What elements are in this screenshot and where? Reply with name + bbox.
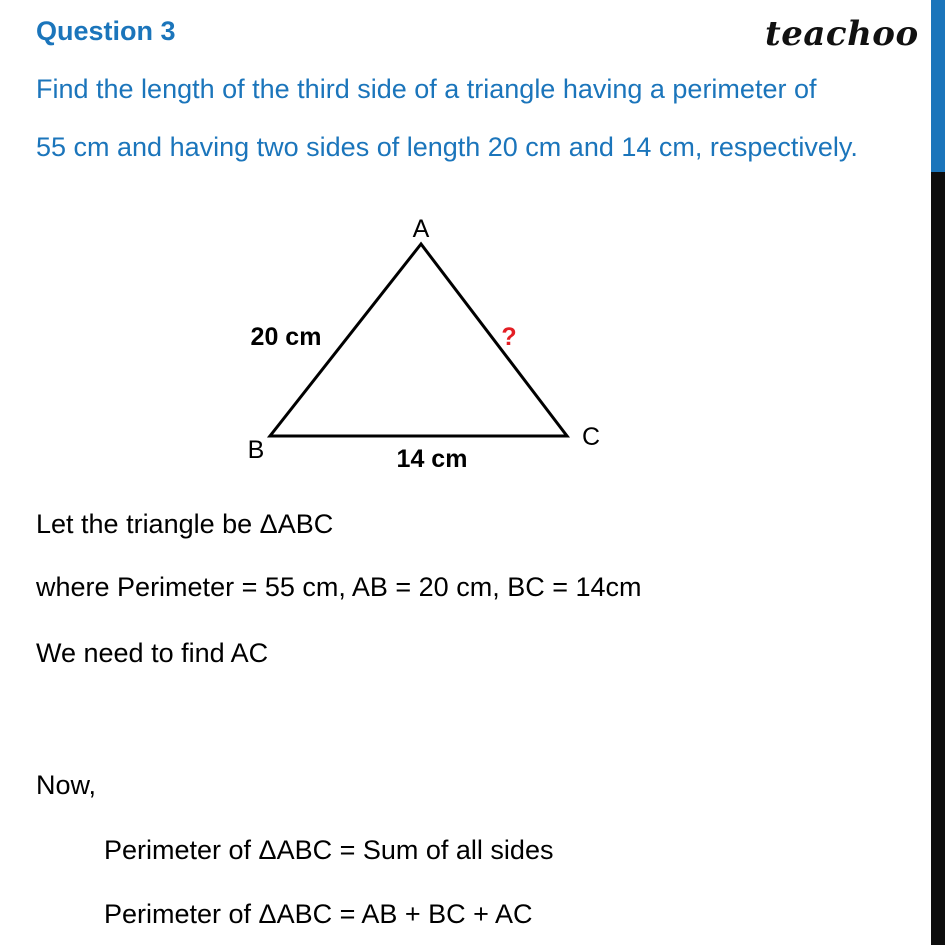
question-label: Question 3: [36, 16, 176, 46]
side-ac-unknown-label: ?: [501, 323, 517, 351]
solution-line-5: Perimeter of ΔABC = Sum of all sides: [104, 835, 554, 865]
vertex-label-c: C: [581, 423, 601, 451]
solution-line-6: Perimeter of ΔABC = AB + BC + AC: [104, 899, 533, 929]
solution-line-1: Let the triangle be ΔABC: [36, 509, 334, 539]
vertex-label-b: B: [247, 436, 265, 464]
question-text-line-2: 55 cm and having two sides of length 20 cm and 14 cm, respectively.: [36, 132, 858, 162]
solution-line-4: Now,: [36, 770, 97, 800]
solution-line-2: where Perimeter = 55 cm, AB = 20 cm, BC = 14cm: [36, 572, 642, 602]
side-ab-label: 20 cm: [250, 323, 322, 351]
question-text-line-1: Find the length of the third side of a triangle having a perimeter of: [36, 74, 817, 104]
side-bc-label: 14 cm: [396, 445, 468, 473]
teachoo-logo: teachoo: [765, 14, 919, 54]
solution-line-3: We need to find AC: [36, 638, 269, 668]
vertex-label-a: A: [412, 215, 430, 243]
